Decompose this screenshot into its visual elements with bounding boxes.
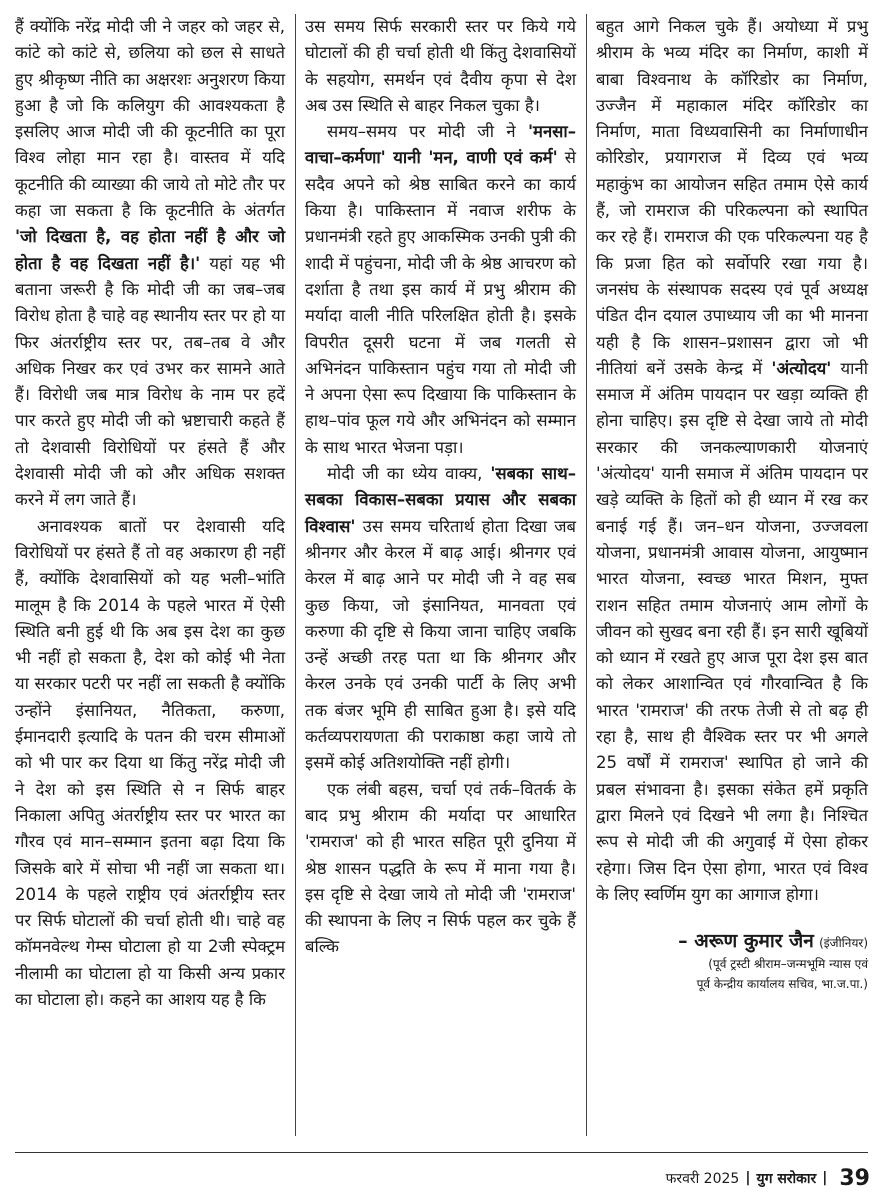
paragraph: अनावश्यक बातों पर देशवासी यदि विरोधियों पर हंसते हैं तो वह अकारण ही नहीं हैं, क्योंकि देशवासियों को यह भली–भांति मालूम है कि 2014 के पहले भारत में ऐसी स्थिति बनी हुई थी कि अब इस देश का कुछ भी नहीं हो सकता है, देश को कोई भी नेता या सरकार पटरी पर नहीं ला सकती है क्योंकि उन्होंने इंसानियत, नैतिकता, करुणा, ईमानदारी इत्यादि के पतन की चरम सीमाओं को भी पार कर दिया था किंतु नरेंद्र मोदी जी ने देश को इस स्थिति से न सिर्फ बाहर निकाला अपितु अंतर्राष्ट्रीय स्तर पर भारत का गौरव एवं मान–सम्मान इतना बढ़ा दिया कि जिसके बारे में सोचा भी नहीं जा सकता था। 2014 के पहले राष्ट्रीय एवं अंतर्राष्ट्रीय स्तर पर सिर्फ घोटालों की चर्चा होती थी। चाहे वह कॉमनवेल्थ गेम्स घोटाला हो या 2जी स्पेक्ट्रम नीलामी का घोटाला हो या किसी अन्य प्रकार का घोटाला हो। कहने का आशय यह है कि (15, 516, 285, 1009)
magazine-name: युग सरोकार (756, 1170, 817, 1187)
paragraph-text: बहुत आगे निकल चुके हैं। अयोध्या में प्रभु श्रीराम के भव्य मंदिर का निर्माण, काशी में बाबा विश्वनाथ के कॉरिडोर का निर्माण, उज्जैन में महाकाल मंदिर कॉरिडोर का निर्माण, माता विध्यवासिनी का निर्माणाधीन कोरिडोर, प्रयागराज में दिव्य एवं भव्य महाकुंभ का आयोजन सहित तमाम ऐसे कार्य हैं, जो रामराज की परिकल्पना को स्थापित कर रहे हैं। रामराज की एक परिकल्पना यह है कि प्रजा हित को सर्वोपरि रखा गया है। जनसंघ के संस्थापक सदस्य एवं पूर्व अध्यक्ष पंडित दीन दयाल उपाध्याय जी का भी मानना यही है कि शासन–प्रशासन द्वारा जो भी नीतियां बनें उसके केन्द्र में (596, 17, 868, 378)
bold-quote: 'मनसा–वाचा–कर्मणा' यानी 'मन, वाणी एवं कर्म' (305, 122, 576, 168)
bold-quote: 'अंत्योदय' (771, 358, 832, 378)
article-column-2 (305, 14, 576, 961)
author-role: (इंजीनियर) (819, 936, 868, 951)
author-designation-line: पूर्व केन्द्रीय कार्यालय सचिव, भा.ज.पा.) (696, 977, 868, 992)
paragraph-text: से सदैव अपने को श्रेष्ठ साबित करने का कार्य किया है। पाकिस्तान में नवाज शरीफ के प्रधानमंत्री रहते हुए आकस्मिक उनकी पुत्री की शादी में पहुंचना, मोदी जी के श्रेष्ठ आचरण को दर्शाता है तथा इस कार्य में प्रभु श्रीराम की मर्यादा वाली नीति परिलक्षित होती है। इसके विपरीत दूसरी घटना में जब गलती से अभिनंदन पाकिस्तान पहुंच गया तो मोदी जी ने अपना ऐसा रूप दिखाया कि पाकिस्तान के हाथ–पांव फूल गये और अभिनंदन को सम्मान के साथ भारत भेजना पड़ा। (305, 148, 576, 457)
article-column-1 (15, 14, 285, 1013)
paragraph (305, 119, 576, 461)
issue-date: फरवरी 2025 (665, 1170, 740, 1187)
paragraph: उस समय सिर्फ सरकारी स्तर पर किये गये घोटालों की ही चर्चा होती थी किंतु देशवासियों के सहयोग, समर्थन एवं दैवीय कृपा से देश अब उस स्थिति से बाहर निकल चुका है। (305, 17, 576, 115)
paragraph-text: यहां यह भी बताना जरूरी है कि मोदी जी का जब–जब विरोध होता है चाहे वह स्थानीय स्तर पर हो या फिर अंतर्राष्ट्रीय स्तर पर, तब–तब वे और अधिक निखर कर एवं उभर कर सामने आते हैं। विरोधी जब मात्र विरोध के नाम पर हदें पार करते हुए मोदी जी को भ्रष्टाचारी कहते हैं तो देशवासी विरोधियों पर हंसते हैं और देशवासी मोदी जी को और अधिक सशक्त करने में लग जाते हैं। (15, 253, 285, 510)
column-divider (295, 14, 296, 1136)
author-name: – अरूण कुमार जैन (678, 930, 814, 953)
author-designation-line: (पूर्व ट्रस्टी श्रीराम–जन्मभूमि न्यास एवं (708, 957, 868, 972)
article-column-3 (596, 14, 868, 994)
paragraph: एक लंबी बहस, चर्चा एवं तर्क–वितर्क के बाद प्रभु श्रीराम की मर्यादा पर आधारित 'रामराज' को ही भारत सहित पूरी दुनिया में श्रेष्ठ शासन पद्धति के रूप में माना गया है। इस दृष्टि से देखा जाये तो मोदी जी 'रामराज' की स्थापना के लिए न सिर्फ पहल कर चुके हैं बल्कि (305, 779, 576, 957)
paragraph (596, 14, 868, 908)
footer-rule (15, 1152, 868, 1153)
footer-separator: | (822, 1170, 828, 1186)
bold-quote: 'जो दिखता है, वह होता नहीं है और जो होता है वह दिखता नहीं है।' (15, 227, 285, 273)
author-signature (596, 930, 868, 994)
footer-separator: | (745, 1170, 751, 1186)
page-footer (666, 1163, 870, 1193)
paragraph-text: समय–समय पर मोदी जी ने (327, 122, 528, 142)
paragraph (15, 14, 285, 514)
page-number: 39 (839, 1165, 870, 1191)
paragraph-text: मोदी जी का ध्येय वाक्य, (327, 464, 491, 484)
paragraph (305, 461, 576, 777)
paragraph-text: उस समय चरितार्थ होता दिखा जब श्रीनगर और केरल में बाढ़ आई। श्रीनगर एवं केरल में बाढ़ आने पर मोदी जी ने वह सब कुछ किया, जो इंसानियत, मानवता एवं करुणा की दृष्टि से किया जाना चाहिए जबकि उन्हें अच्छी तरह पता था कि श्रीनगर और केरल उनके एवं उनकी पार्टी के लिए अभी तक बंजर भूमि ही साबित हुआ है। इसे यदि कर्तव्यपरायणता की पराकाष्ठा कहा जाये तो इसमें कोई अतिशयोक्ति नहीं होगी। (305, 516, 576, 773)
paragraph-text: हैं क्योंकि नरेंद्र मोदी जी ने जहर को जहर से, कांटे को कांटे से, छलिया को छल से साधते हुए श्रीकृष्ण नीति का अक्षरशः अनुशरण किया हुआ है जो कि कलियुग की आवश्यकता है इसलिए आज मोदी जी की कूटनीति का पूरा विश्व लोहा मान रहा है। वास्तव में यदि कूटनीति की व्याख्या की जाये तो मोटे तौर पर कहा जा सकता है कि कूटनीति के अंतर्गत (15, 17, 285, 221)
bold-quote: 'सबका साथ–सबका विकास–सबका प्रयास और सबका विश्वास' (305, 464, 576, 536)
paragraph-text: यानी समाज में अंतिम पायदान पर खड़ा व्यक्ति ही होना चाहिए। इस दृष्टि से देखा जाये तो मोदी सरकार की जनकल्याणकारी योजनाएं 'अंत्योदय' यानी समाज में अंतिम पायदान पर खड़े व्यक्ति के हितों को ही ध्यान में रख कर बनाई गई हैं। जन–धन योजना, उज्जवला योजना, प्रधानमंत्री आवास योजना, आयुष्मान भारत योजना, स्वच्छ भारत मिशन, मुफ्त राशन सहित तमाम योजनाएं आम लोगों के जीवन को सुखद बना रही हैं। इन सारी खूबियों को ध्यान में रखते हुए आज पूरा देश इस बात को लेकर आशान्वित एवं गौरवान्वित है कि भारत 'रामराज' की तरफ तेजी से तो बढ़ ही रहा है, साथ ही वैश्विक स्तर पर भी अगले 25 वर्षों में रामराज' स्थापित हो जाने की प्रबल संभावना है। इसका संकेत हमें प्रकृति द्वारा मिलने एवं दिखने भी लगा है। निश्चित रूप से मोदी जी की अगुवाई में ऐसा होकर रहेगा। जिस दिन ऐसा होगा, भारत एवं विश्व के लिए स्वर्णिम युग का आगाज होगा। (596, 358, 868, 904)
column-divider (586, 14, 587, 1136)
